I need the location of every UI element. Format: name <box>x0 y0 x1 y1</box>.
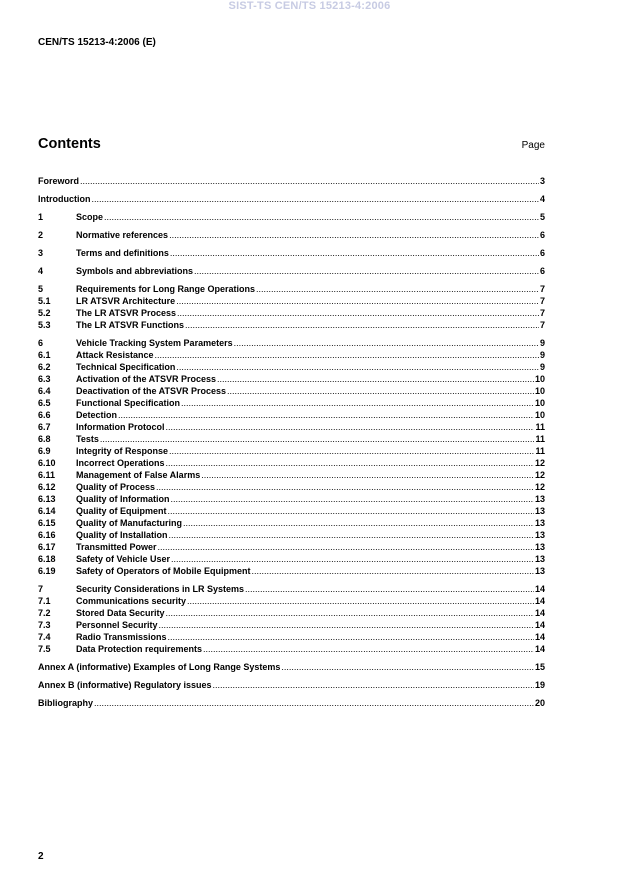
toc-leader <box>217 373 534 385</box>
toc-entry-title: Annex B (informative) Regulatory issues <box>38 680 212 690</box>
toc-leader <box>183 517 534 529</box>
toc-entry-number: 5 <box>38 284 44 294</box>
toc-entry-title: Detection <box>76 410 118 420</box>
toc-leader <box>169 229 539 241</box>
toc-entry-number: 6.19 <box>38 566 56 576</box>
toc-entry-page: 7 <box>539 320 545 330</box>
toc-entry-page: 14 <box>534 608 545 618</box>
toc-entry-title: Quality of Installation <box>76 530 168 540</box>
toc-entry-7-3[interactable] <box>38 619 545 631</box>
toc-entry-6-5[interactable] <box>38 397 545 409</box>
toc-entry-number: 6.4 <box>38 386 51 396</box>
toc-entry-page: 10 <box>534 374 545 384</box>
toc-leader <box>92 193 539 205</box>
toc-entry-number: 1 <box>38 212 44 222</box>
toc-entry-page: 10 <box>534 398 545 408</box>
toc-entry-number: 6.10 <box>38 458 56 468</box>
toc-entry-number: 2 <box>38 230 44 240</box>
toc-entry-7-1[interactable] <box>38 595 545 607</box>
toc-entry-6-4[interactable] <box>38 385 545 397</box>
toc-leader <box>201 469 534 481</box>
toc-entry-6-2[interactable] <box>38 361 545 373</box>
toc-entry-number: 6.14 <box>38 506 56 516</box>
toc-entry-number: 7.4 <box>38 632 51 642</box>
document-id: CEN/TS 15213-4:2006 (E) <box>38 37 156 48</box>
toc-leader <box>100 433 535 445</box>
toc-entry-title: Management of False Alarms <box>76 470 201 480</box>
toc-entry-title: Functional Specification <box>76 398 181 408</box>
toc-entry-number: 6.7 <box>38 422 51 432</box>
toc-entry-title: Security Considerations in LR Systems <box>76 584 245 594</box>
toc-entry-page: 6 <box>539 230 545 240</box>
toc-leader <box>177 307 539 319</box>
toc-entry-number: 6.17 <box>38 542 56 552</box>
toc-entry-title: The LR ATSVR Functions <box>76 320 184 330</box>
toc-entry-number: 4 <box>38 266 44 276</box>
toc-entry-6-16[interactable] <box>38 529 545 541</box>
toc-leader <box>169 445 534 457</box>
toc-entry-annex-b[interactable] <box>38 679 545 691</box>
toc-entry-2[interactable] <box>38 229 545 241</box>
toc-leader <box>281 661 534 673</box>
toc-entry-page: 20 <box>534 698 545 708</box>
toc-entry-title: Transmitted Power <box>76 542 157 552</box>
toc-entry-title: Radio Transmissions <box>76 632 167 642</box>
toc-entry-6-19[interactable] <box>38 565 545 577</box>
toc-entry-number: 6.11 <box>38 470 56 480</box>
toc-entry-page: 13 <box>534 494 545 504</box>
toc-leader <box>155 349 539 361</box>
toc-entry-number: 5.1 <box>38 296 51 306</box>
toc-entry-annex-a[interactable] <box>38 661 545 673</box>
toc-entry-title: Technical Specification <box>76 362 176 372</box>
toc-leader <box>168 631 534 643</box>
toc-entry-title: Scope <box>76 212 104 222</box>
toc-leader <box>166 457 534 469</box>
toc-entry-title: Introduction <box>38 194 91 204</box>
toc-entry-title: Quality of Information <box>76 494 170 504</box>
toc-entry-page: 7 <box>539 308 545 318</box>
toc-entry-page: 12 <box>534 458 545 468</box>
toc-entry-page: 10 <box>534 386 545 396</box>
toc-leader <box>168 505 534 517</box>
toc-leader <box>118 409 534 421</box>
toc-entry-6-10[interactable] <box>38 457 545 469</box>
toc-entry-page: 13 <box>534 506 545 516</box>
toc-entry-title: Normative references <box>76 230 169 240</box>
toc-leader <box>187 595 534 607</box>
toc-entry-page: 13 <box>534 542 545 552</box>
toc-entry-title: Quality of Manufacturing <box>76 518 183 528</box>
toc-entry-title: Incorrect Operations <box>76 458 165 468</box>
toc-leader <box>170 247 539 259</box>
toc-leader <box>194 265 539 277</box>
toc-entry-number: 6.6 <box>38 410 51 420</box>
toc-entry-number: 5.2 <box>38 308 51 318</box>
toc-entry-title: Data Protection requirements <box>76 644 203 654</box>
toc-leader <box>256 283 539 295</box>
toc-entry-6-12[interactable] <box>38 481 545 493</box>
toc-entry-page: 13 <box>534 554 545 564</box>
toc-entry-title: Integrity of Response <box>76 446 169 456</box>
toc-entry-title: Quality of Equipment <box>76 506 167 516</box>
toc-entry-6-14[interactable] <box>38 505 545 517</box>
toc-entry-6-8[interactable] <box>38 433 545 445</box>
toc-entry-page: 14 <box>534 632 545 642</box>
toc-entry-6-11[interactable] <box>38 469 545 481</box>
toc-entry-title: Activation of the ATSVR Process <box>76 374 217 384</box>
toc-entry-title: Information Protocol <box>76 422 165 432</box>
toc-entry-title: Communications security <box>76 596 187 606</box>
toc-entry-number: 6.13 <box>38 494 56 504</box>
toc-entry-page: 7 <box>539 296 545 306</box>
toc-entry-7-5[interactable] <box>38 643 545 655</box>
toc-entry-title: Attack Resistance <box>76 350 154 360</box>
toc-entry-number: 6.12 <box>38 482 56 492</box>
toc-entry-number: 6.15 <box>38 518 56 528</box>
toc-entry-page: 11 <box>535 422 545 432</box>
page-number: 2 <box>38 851 44 862</box>
toc-leader <box>166 607 534 619</box>
contents-heading: Contents <box>38 136 101 152</box>
toc-entry-5-2[interactable] <box>38 307 545 319</box>
toc-leader <box>159 619 534 631</box>
toc-entry-title: Annex A (informative) Examples of Long Range Systems <box>38 662 281 672</box>
toc-entry-title: Bibliography <box>38 698 94 708</box>
toc-entry-title: Personnel Security <box>76 620 158 630</box>
watermark: SIST-TS CEN/TS 15213-4:2006 <box>228 0 391 12</box>
toc-entry-number: 7 <box>38 584 44 594</box>
toc-entry-number: 3 <box>38 248 44 258</box>
toc-entry-page: 6 <box>539 248 545 258</box>
toc-entry-introduction[interactable] <box>38 193 545 205</box>
toc-entry-page: 14 <box>534 620 545 630</box>
toc-entry-6-7[interactable] <box>38 421 545 433</box>
toc-entry-number: 7.1 <box>38 596 51 606</box>
toc-leader <box>158 541 534 553</box>
toc-entry-foreword[interactable] <box>38 175 545 187</box>
toc-leader <box>176 295 539 307</box>
toc-entry-6[interactable] <box>38 337 545 349</box>
toc-entry-number: 6 <box>38 338 44 348</box>
toc-entry-number: 6.16 <box>38 530 56 540</box>
toc-leader <box>252 565 534 577</box>
toc-entry-title: Vehicle Tracking System Parameters <box>76 338 233 348</box>
toc-entry-page: 12 <box>534 470 545 480</box>
toc-entry-page: 12 <box>534 482 545 492</box>
toc-entry-number: 5.3 <box>38 320 51 330</box>
toc-entry-title: Symbols and abbreviations <box>76 266 194 276</box>
toc-entry-6-17[interactable] <box>38 541 545 553</box>
toc-entry-page: 13 <box>534 530 545 540</box>
toc-entry-6-6[interactable] <box>38 409 545 421</box>
toc-entry-title: Stored Data Security <box>76 608 165 618</box>
toc-entry-page: 9 <box>539 338 545 348</box>
toc-leader <box>104 211 539 223</box>
toc-entry-bibliography[interactable] <box>38 697 545 709</box>
toc-entry-3[interactable] <box>38 247 545 259</box>
toc-entry-number: 6.3 <box>38 374 51 384</box>
toc-leader <box>176 361 539 373</box>
toc-leader <box>80 175 539 187</box>
toc-entry-number: 7.2 <box>38 608 51 618</box>
toc-entry-page: 4 <box>539 194 545 204</box>
toc-entry-page: 11 <box>535 434 545 444</box>
toc-entry-6-3[interactable] <box>38 373 545 385</box>
toc-leader <box>181 397 534 409</box>
toc-entry-number: 6.1 <box>38 350 51 360</box>
toc-entry-title: Terms and definitions <box>76 248 169 258</box>
toc-entry-page: 3 <box>539 176 545 186</box>
toc-leader <box>166 421 535 433</box>
toc-entry-number: 7.5 <box>38 644 51 654</box>
toc-leader <box>234 337 539 349</box>
toc-entry-page: 11 <box>535 446 545 456</box>
toc-entry-title: Quality of Process <box>76 482 156 492</box>
toc-leader <box>171 553 534 565</box>
toc-leader <box>203 643 534 655</box>
toc-entry-number: 7.3 <box>38 620 51 630</box>
toc-entry-page: 5 <box>539 212 545 222</box>
toc-entry-page: 13 <box>534 518 545 528</box>
toc-entry-6-1[interactable] <box>38 349 545 361</box>
toc-leader <box>171 493 534 505</box>
toc-entry-page: 14 <box>534 596 545 606</box>
table-of-contents <box>38 175 545 709</box>
toc-entry-6-18[interactable] <box>38 553 545 565</box>
toc-leader <box>227 385 534 397</box>
toc-entry-title: Safety of Operators of Mobile Equipment <box>76 566 251 576</box>
toc-entry-number: 6.2 <box>38 362 51 372</box>
toc-entry-title: The LR ATSVR Process <box>76 308 177 318</box>
toc-entry-page: 10 <box>534 410 545 420</box>
toc-entry-title: Tests <box>76 434 99 444</box>
toc-entry-number: 6.9 <box>38 446 51 456</box>
toc-leader <box>245 583 534 595</box>
toc-leader <box>185 319 539 331</box>
toc-leader <box>213 679 534 691</box>
toc-entry-5[interactable] <box>38 283 545 295</box>
toc-entry-page: 9 <box>539 350 545 360</box>
toc-entry-7-4[interactable] <box>38 631 545 643</box>
toc-entry-6-9[interactable] <box>38 445 545 457</box>
toc-entry-title: Foreword <box>38 176 80 186</box>
toc-entry-title: LR ATSVR Architecture <box>76 296 176 306</box>
toc-entry-4[interactable] <box>38 265 545 277</box>
toc-entry-5-3[interactable] <box>38 319 545 331</box>
toc-entry-7[interactable] <box>38 583 545 595</box>
toc-entry-page: 15 <box>534 662 545 672</box>
toc-entry-page: 14 <box>534 584 545 594</box>
toc-entry-page: 6 <box>539 266 545 276</box>
toc-leader <box>94 697 534 709</box>
toc-entry-page: 9 <box>539 362 545 372</box>
toc-entry-1[interactable] <box>38 211 545 223</box>
toc-entry-number: 6.8 <box>38 434 51 444</box>
toc-entry-title: Requirements for Long Range Operations <box>76 284 256 294</box>
toc-entry-6-13[interactable] <box>38 493 545 505</box>
page-column-label: Page <box>521 140 545 151</box>
toc-entry-page: 14 <box>534 644 545 654</box>
toc-entry-title: Deactivation of the ATSVR Process <box>76 386 227 396</box>
toc-leader <box>156 481 534 493</box>
toc-entry-page: 7 <box>539 284 545 294</box>
toc-leader <box>169 529 534 541</box>
toc-entry-page: 13 <box>534 566 545 576</box>
toc-entry-number: 6.18 <box>38 554 56 564</box>
toc-entry-6-15[interactable] <box>38 517 545 529</box>
toc-entry-5-1[interactable] <box>38 295 545 307</box>
toc-entry-page: 19 <box>534 680 545 690</box>
toc-entry-7-2[interactable] <box>38 607 545 619</box>
toc-entry-number: 6.5 <box>38 398 51 408</box>
toc-entry-title: Safety of Vehicle User <box>76 554 171 564</box>
